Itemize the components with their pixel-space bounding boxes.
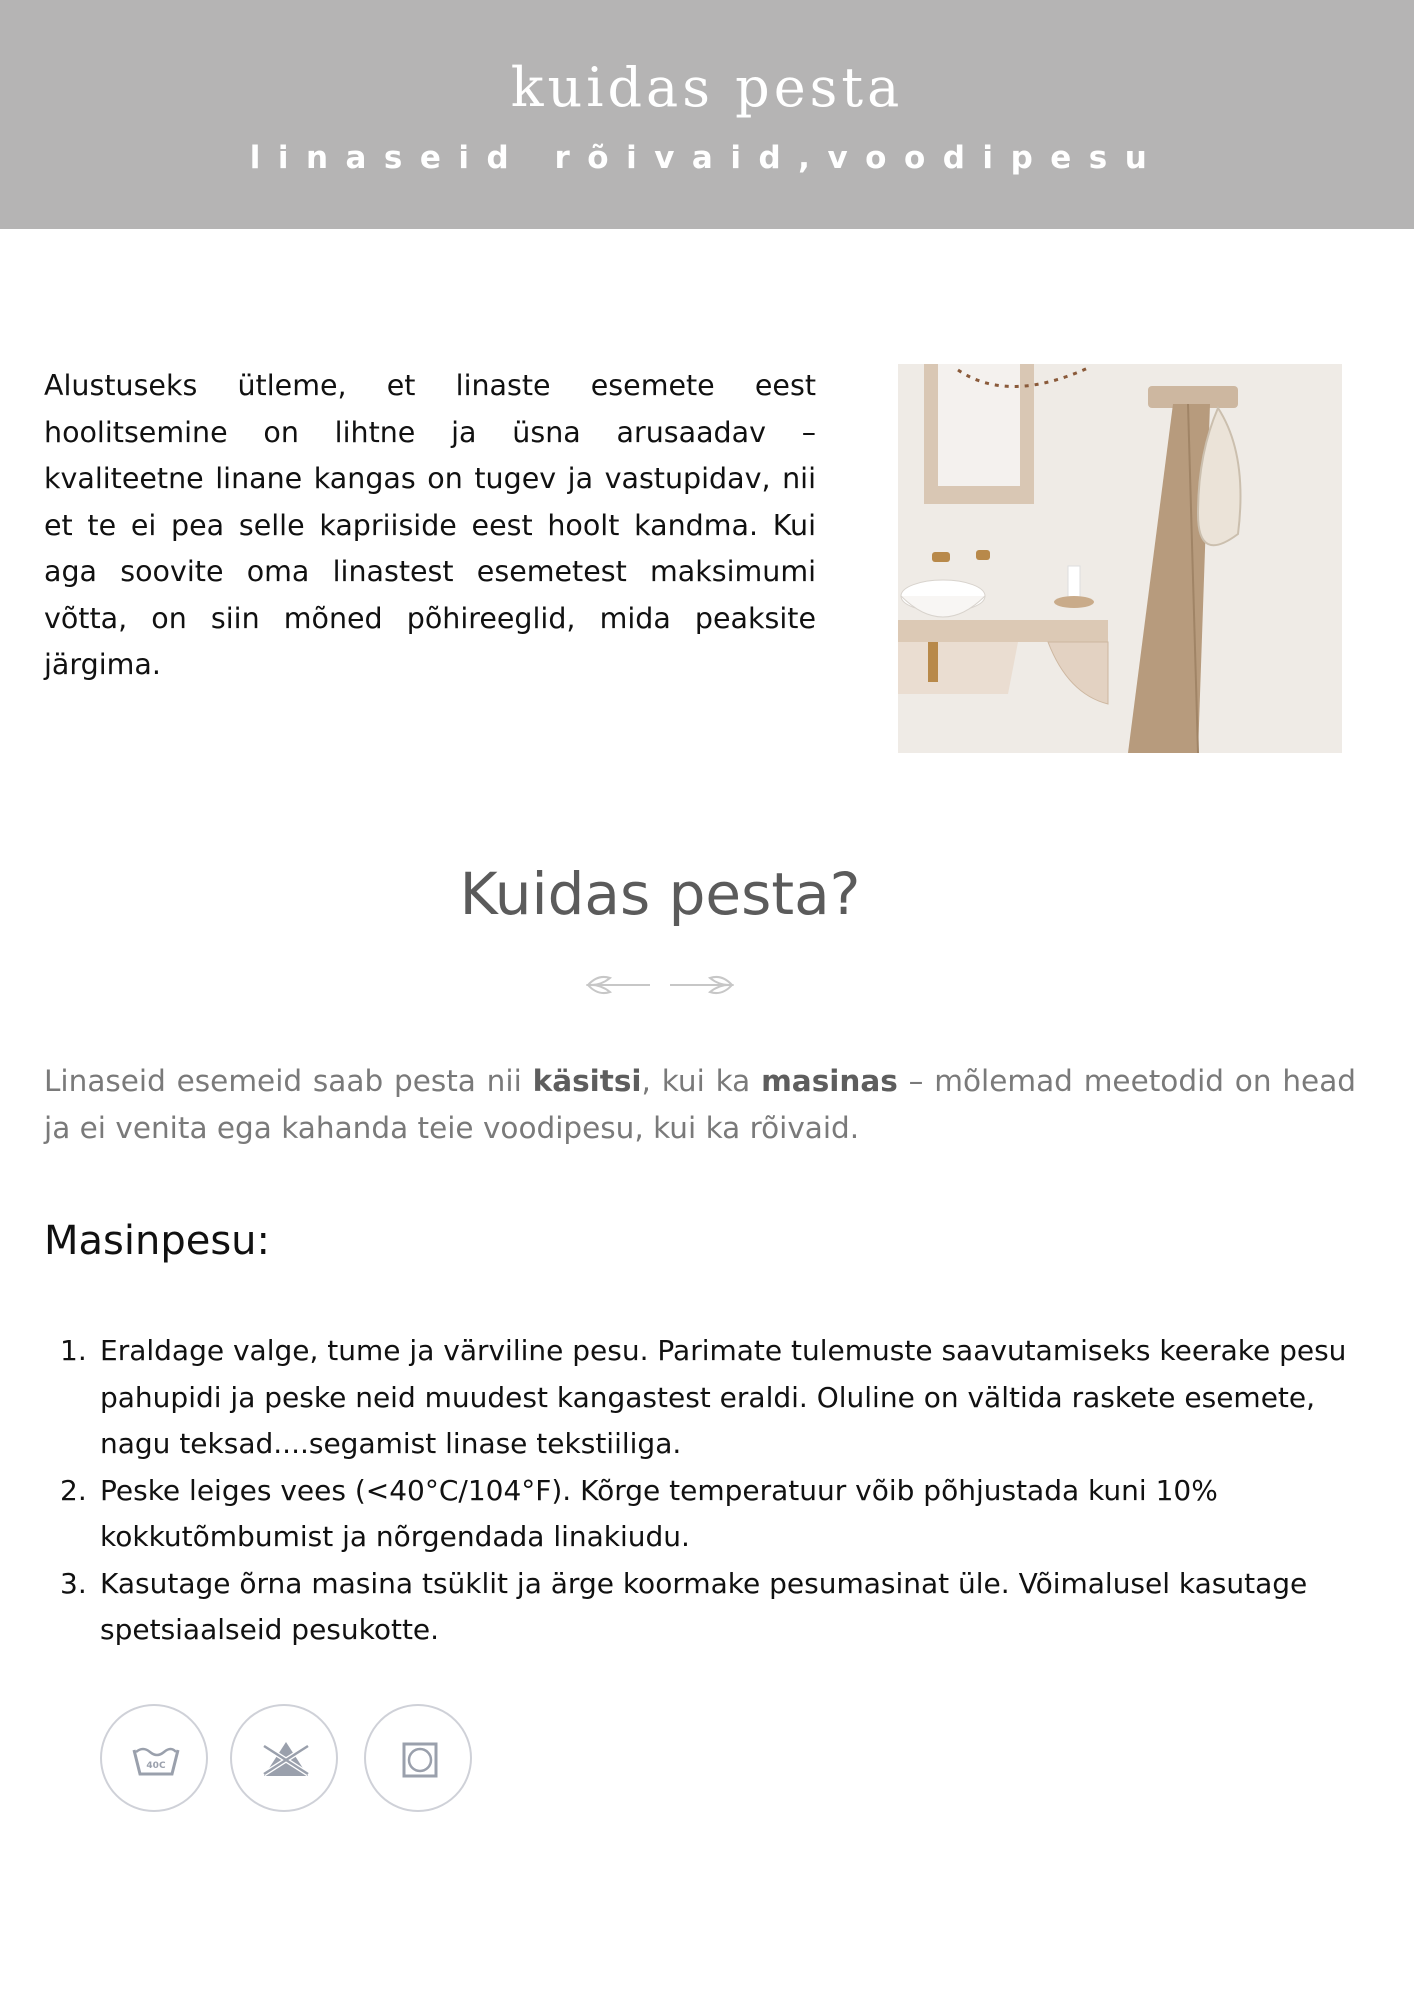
methods-machine: masinas [761,1064,898,1098]
methods-handwash: käsitsi [532,1064,642,1098]
wash-temp-label: 40C [146,1761,166,1771]
wash-40c-icon [100,1704,208,1812]
leaf-divider-icon [570,968,750,1002]
step-text: Peske leiges vees (<40°C/104°F). Kõrge temperatuur võib põhjustada kuni 10% kokkutõmbumist ja nõrgendada linakiudu. [100,1473,1218,1553]
list-item [60,1561,1380,1654]
methods-text-before: Linaseid esemeid saab pesta nii [44,1064,533,1098]
tumble-dry-icon [364,1704,472,1812]
list-item [60,1328,1380,1468]
section-title: Kuidas pesta? [459,860,861,928]
methods-paragraph [44,1058,1356,1151]
methods-text-middle: , kui ka [641,1064,762,1098]
step-text: Kasutage õrna masina tsüklit ja ärge koormake pesumasinat üle. Võimalusel kasutage spetsiaalseid pesukotte. [100,1566,1308,1646]
step-number: 2. [60,1473,87,1507]
header-banner [0,0,1414,229]
step-text: Eraldage valge, tume ja värviline pesu. Parimate tulemuste saavutamiseks keerake pesu pahupidi ja peske neid muudest kangastest eraldi. Oluline on vältida raskete esemete, nagu teksad....segamist linase tekstiiliga. [100,1334,1347,1460]
page-subtitle: linaseid rõivaid,voodipesu [249,140,1165,176]
methods-text-after: – mõlemad meetodid on head ja ei venita ega kahanda teie voodipesu, kui ka rõivaid. [44,1064,1356,1145]
bathroom-photo [898,364,1342,753]
machine-wash-heading: Masinpesu: [44,1218,270,1264]
list-item [60,1468,1380,1561]
no-bleach-icon [230,1704,338,1812]
intro-paragraph: Alustuseks ütleme, et linaste esemete eest hoolitsemine on lihtne ja üsna arusaadav – kvaliteetne linane kangas on tugev ja vastupidav, nii et te ei pea selle kapriiside eest hoolt kandma. Kui aga soovite oma linastest esemetest maksimumi võtta, on siin mõned põhireeglid, mida peaksite järgima. [44,369,816,681]
step-number: 3. [60,1566,87,1600]
page-title: kuidas pesta [510,56,904,119]
machine-wash-steps [60,1328,1380,1654]
step-number: 1. [60,1334,87,1367]
